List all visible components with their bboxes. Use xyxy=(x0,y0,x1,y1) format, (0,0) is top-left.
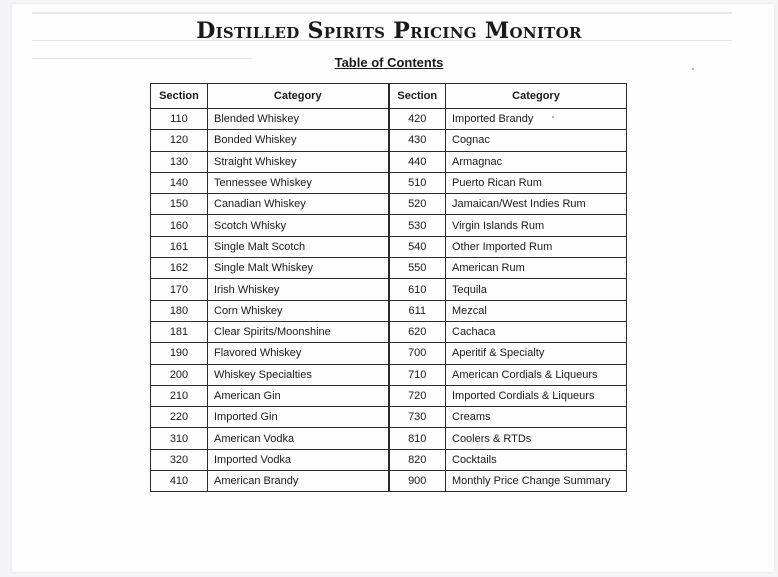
category-name: Cognac xyxy=(446,130,627,151)
section-number: 550 xyxy=(389,258,446,279)
section-number: 611 xyxy=(389,300,446,321)
section-number: 610 xyxy=(389,279,446,300)
category-name: Straight Whiskey xyxy=(208,151,389,172)
category-name: Virgin Islands Rum xyxy=(446,215,627,236)
table-row xyxy=(151,279,627,300)
category-name: Jamaican/West Indies Rum xyxy=(446,194,627,215)
section-number: 410 xyxy=(151,471,208,492)
section-number: 440 xyxy=(389,151,446,172)
section-number: 520 xyxy=(389,194,446,215)
section-number: 700 xyxy=(389,343,446,364)
table-body xyxy=(151,109,627,492)
section-number: 540 xyxy=(389,236,446,257)
table-row xyxy=(151,109,627,130)
category-name: Imported Gin xyxy=(208,407,389,428)
section-number: 200 xyxy=(151,364,208,385)
section-number: 130 xyxy=(151,151,208,172)
category-name: Monthly Price Change Summary xyxy=(446,471,627,492)
table-row xyxy=(151,407,627,428)
category-name: American Vodka xyxy=(208,428,389,449)
section-number: 620 xyxy=(389,321,446,342)
category-name: Flavored Whiskey xyxy=(208,343,389,364)
table-row xyxy=(151,172,627,193)
category-name: Creams xyxy=(446,407,627,428)
section-number: 110 xyxy=(151,109,208,130)
section-number: 210 xyxy=(151,385,208,406)
column-header-section: Section xyxy=(151,84,208,109)
section-number: 530 xyxy=(389,215,446,236)
category-name: Corn Whiskey xyxy=(208,300,389,321)
category-name: Armagnac xyxy=(446,151,627,172)
section-number: 310 xyxy=(151,428,208,449)
section-number: 430 xyxy=(389,130,446,151)
category-name: Tennessee Whiskey xyxy=(208,172,389,193)
table-row xyxy=(151,300,627,321)
table-row xyxy=(151,258,627,279)
table-row xyxy=(151,385,627,406)
section-number: 140 xyxy=(151,172,208,193)
column-header-section: Section xyxy=(389,84,446,109)
section-number: 510 xyxy=(389,172,446,193)
section-number: 181 xyxy=(151,321,208,342)
category-name: American Brandy xyxy=(208,471,389,492)
table-row xyxy=(151,151,627,172)
section-number: 120 xyxy=(151,130,208,151)
category-name: American Gin xyxy=(208,385,389,406)
category-name: Aperitif & Specialty xyxy=(446,343,627,364)
table-row xyxy=(151,194,627,215)
category-name: Tequila xyxy=(446,279,627,300)
category-name: Single Malt Whiskey xyxy=(208,258,389,279)
table-row xyxy=(151,321,627,342)
section-number: 320 xyxy=(151,449,208,470)
category-name: Blended Whiskey xyxy=(208,109,389,130)
category-name: Canadian Whiskey xyxy=(208,194,389,215)
table-of-contents-heading: Table of Contents xyxy=(334,55,444,70)
section-number: 900 xyxy=(389,471,446,492)
section-number: 420 xyxy=(389,109,446,130)
category-name: American Cordials & Liqueurs xyxy=(446,364,627,385)
section-number: 220 xyxy=(151,407,208,428)
category-name: Irish Whiskey xyxy=(208,279,389,300)
section-number: 162 xyxy=(151,258,208,279)
category-name: Other Imported Rum xyxy=(446,236,627,257)
table-row xyxy=(151,130,627,151)
section-number: 161 xyxy=(151,236,208,257)
category-name: Mezcal xyxy=(446,300,627,321)
section-number: 710 xyxy=(389,364,446,385)
category-name: Scotch Whisky xyxy=(208,215,389,236)
section-number: 720 xyxy=(389,385,446,406)
table-row xyxy=(151,236,627,257)
category-name: Imported Vodka xyxy=(208,449,389,470)
category-name: Cachaca xyxy=(446,321,627,342)
table-row xyxy=(151,364,627,385)
column-header-category: Category xyxy=(208,84,389,109)
category-name: Puerto Rican Rum xyxy=(446,172,627,193)
section-number: 810 xyxy=(389,428,446,449)
section-number: 820 xyxy=(389,449,446,470)
bleed-through-line xyxy=(32,12,732,14)
table-header-row xyxy=(151,84,627,109)
section-number: 730 xyxy=(389,407,446,428)
table-row xyxy=(151,449,627,470)
table-row xyxy=(151,428,627,449)
column-header-category: Category xyxy=(446,84,627,109)
section-number: 150 xyxy=(151,194,208,215)
table-row xyxy=(151,343,627,364)
category-name: Whiskey Specialties xyxy=(208,364,389,385)
table-row xyxy=(151,215,627,236)
section-number: 180 xyxy=(151,300,208,321)
category-name: Bonded Whiskey xyxy=(208,130,389,151)
category-name: Imported Brandy xyxy=(446,109,627,130)
section-number: 190 xyxy=(151,343,208,364)
section-number: 170 xyxy=(151,279,208,300)
category-name: Cocktails xyxy=(446,449,627,470)
table-of-contents xyxy=(150,83,627,492)
category-name: Imported Cordials & Liqueurs xyxy=(446,385,627,406)
category-name: Coolers & RTDs xyxy=(446,428,627,449)
category-name: Clear Spirits/Moonshine xyxy=(208,321,389,342)
category-name: Single Malt Scotch xyxy=(208,236,389,257)
section-number: 160 xyxy=(151,215,208,236)
table-row xyxy=(151,471,627,492)
document-title: Distilled Spirits Pricing Monitor xyxy=(196,18,582,44)
category-name: American Rum xyxy=(446,258,627,279)
